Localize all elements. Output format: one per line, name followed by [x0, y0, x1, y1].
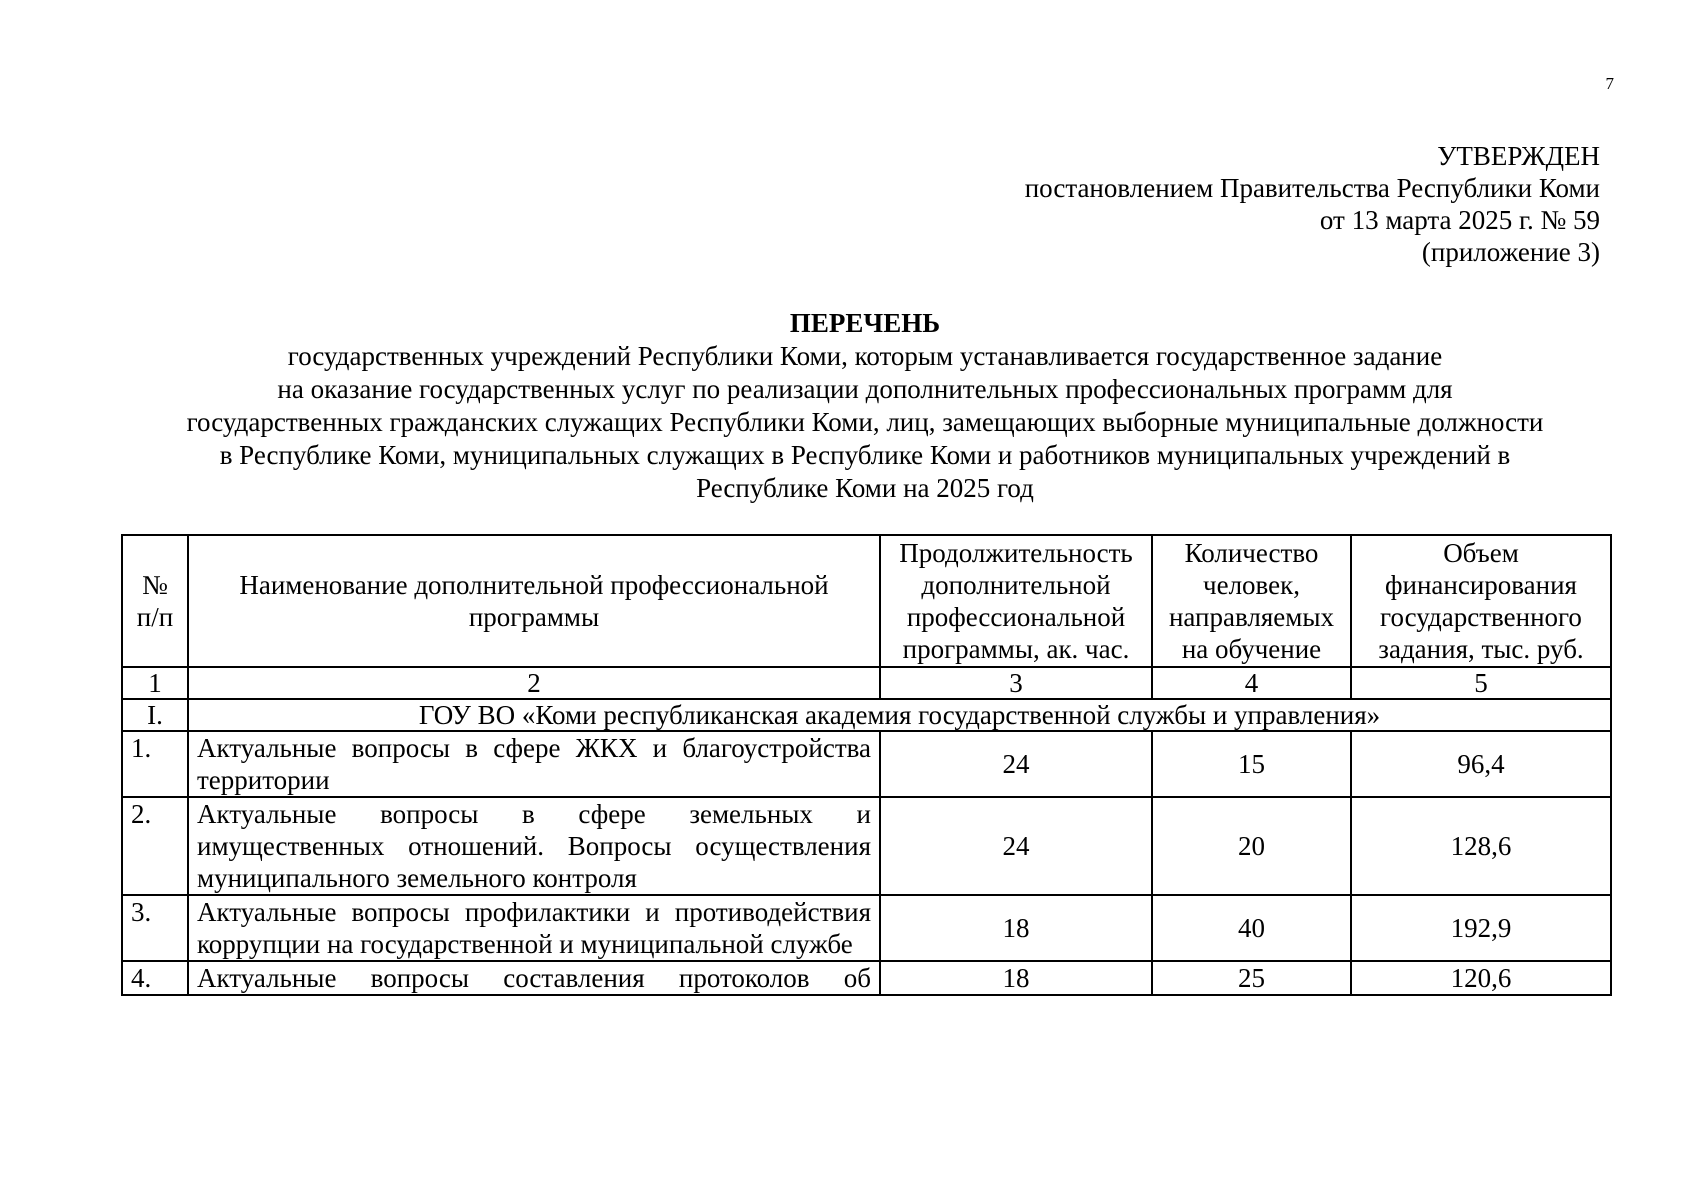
row-number: 3. [122, 895, 188, 961]
approval-line-3: от 13 марта 2025 г. № 59 [1319, 205, 1600, 235]
index-cell: 4 [1152, 667, 1351, 699]
program-name: Актуальные вопросы в сфере ЖКХ и благоустройства территории [188, 731, 880, 797]
page-number: 7 [1605, 74, 1614, 93]
table-row [122, 961, 1611, 995]
section-title: ГОУ ВО «Коми республиканская академия государственной службы и управления» [188, 699, 1611, 731]
table-row [122, 731, 1611, 797]
section-row [122, 699, 1611, 731]
row-number: 2. [122, 797, 188, 895]
approval-line-4: (приложение 3) [1421, 237, 1600, 267]
title-line-1: государственных учреждений Республики Коми, которым устанавливается государственное задание [287, 341, 1443, 371]
title-line-5: Республике Коми на 2025 год [696, 473, 1034, 503]
approval-line-2: постановлением Правительства Республики Коми [1024, 173, 1600, 203]
program-funding: 192,9 [1351, 895, 1611, 961]
program-name: Актуальные вопросы составления протоколов об [188, 961, 880, 995]
program-duration: 18 [880, 961, 1152, 995]
title-heading: ПЕРЕЧЕНЬ [789, 308, 941, 338]
program-funding: 120,6 [1351, 961, 1611, 995]
index-cell: 1 [122, 667, 188, 699]
index-cell: 3 [880, 667, 1152, 699]
program-people: 25 [1152, 961, 1351, 995]
index-cell: 5 [1351, 667, 1611, 699]
program-duration: 18 [880, 895, 1152, 961]
table-row [122, 895, 1611, 961]
row-number: 4. [122, 961, 188, 995]
header-name: Наименование дополнительной профессиональной программы [188, 535, 880, 667]
title-line-4: в Республике Коми, муниципальных служащих в Республике Коми и работников муниципальных учреждений в [219, 440, 1511, 470]
row-number: 1. [122, 731, 188, 797]
table-row [122, 797, 1611, 895]
header-duration: Продолжительность дополнительной профессиональной программы, ак. час. [880, 535, 1152, 667]
programs-table [121, 534, 1612, 996]
header-num: № п/п [122, 535, 188, 667]
table-index-row [122, 667, 1611, 699]
program-people: 40 [1152, 895, 1351, 961]
program-funding: 96,4 [1351, 731, 1611, 797]
program-duration: 24 [880, 797, 1152, 895]
program-people: 20 [1152, 797, 1351, 895]
program-name: Актуальные вопросы в сфере земельных и имущественных отношений. Вопросы осуществления муниципального земельного контроля [188, 797, 880, 895]
document-title [120, 307, 1610, 505]
header-funding: Объем финансирования государственного задания, тыс. руб. [1351, 535, 1611, 667]
title-line-2: на оказание государственных услуг по реализации дополнительных профессиональных программ для [277, 374, 1453, 404]
section-number: I. [122, 699, 188, 731]
header-people: Количество человек, направляемых на обучение [1152, 535, 1351, 667]
program-name: Актуальные вопросы профилактики и противодействия коррупции на государственной и муниципальной службе [188, 895, 880, 961]
approval-stamp [1025, 140, 1600, 268]
program-funding: 128,6 [1351, 797, 1611, 895]
program-duration: 24 [880, 731, 1152, 797]
program-people: 15 [1152, 731, 1351, 797]
title-line-3: государственных гражданских служащих Республики Коми, лиц, замещающих выборные муниципальные должности [186, 407, 1544, 437]
table-header-row [122, 535, 1611, 667]
index-cell: 2 [188, 667, 880, 699]
approval-line-1: УТВЕРЖДЕН [1437, 141, 1600, 171]
